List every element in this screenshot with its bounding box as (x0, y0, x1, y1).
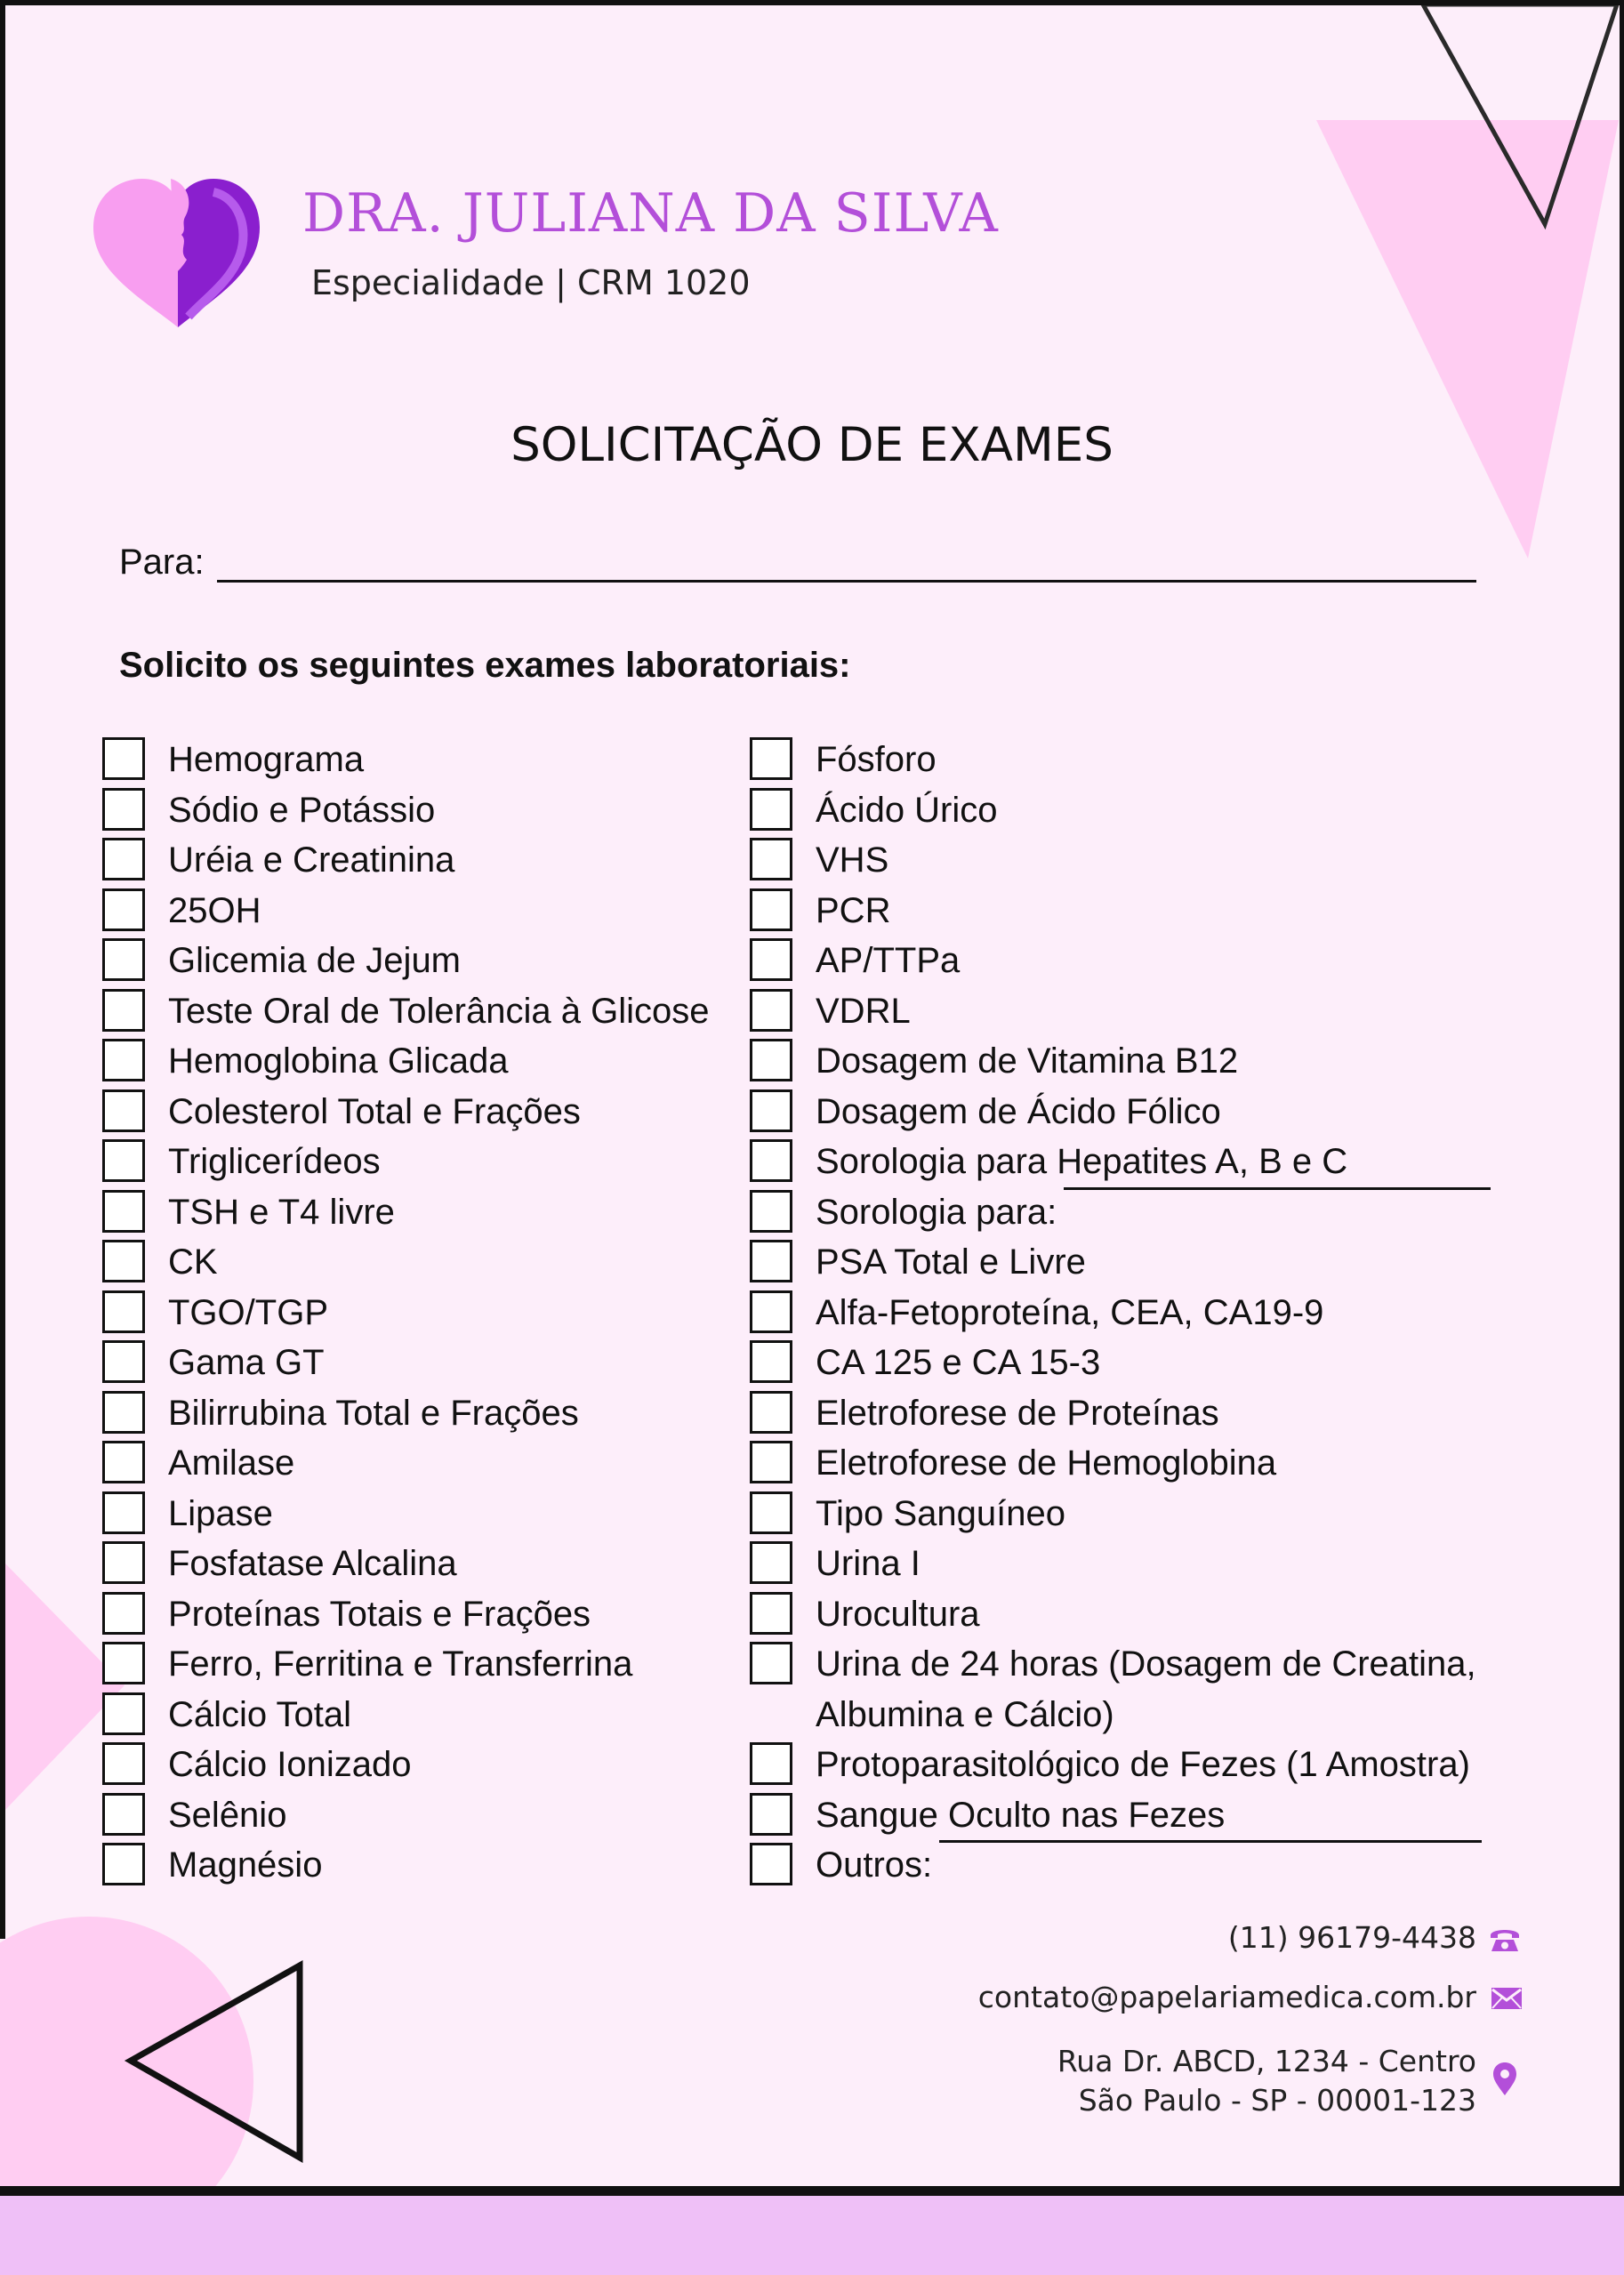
exam-item (102, 1840, 743, 1891)
exam-label: Urocultura (816, 1594, 980, 1634)
exam-checkbox[interactable] (102, 938, 145, 981)
exam-item (102, 735, 743, 785)
exam-checkbox[interactable] (750, 1592, 792, 1635)
exam-item (102, 1539, 743, 1589)
exam-checkbox[interactable] (750, 1290, 792, 1333)
exam-item (102, 1489, 743, 1539)
exam-label: Protoparasitológico de Fezes (1 Amostra) (816, 1745, 1470, 1784)
exam-item (750, 1137, 1532, 1187)
exam-label: Sangue Oculto nas Fezes (816, 1795, 1226, 1835)
exam-label: CA 125 e CA 15-3 (816, 1343, 1101, 1382)
exam-item (750, 986, 1532, 1037)
exam-item (750, 1639, 1532, 1740)
exam-checkbox[interactable] (750, 1139, 792, 1182)
exam-checkbox[interactable] (102, 1843, 145, 1885)
exam-item (750, 1036, 1532, 1087)
exam-label: Fósforo (816, 740, 937, 779)
exam-label: VHS (816, 840, 889, 880)
exam-label: PCR (816, 890, 891, 930)
exam-label: TSH e T4 livre (168, 1192, 395, 1232)
to-field-line[interactable] (217, 580, 1476, 583)
doctor-specialty-crm: Especialidade | CRM 1020 (311, 263, 751, 302)
exam-checkbox[interactable] (750, 838, 792, 880)
exam-checkbox[interactable] (102, 1642, 145, 1684)
exam-item (102, 1639, 743, 1690)
exam-label: Amilase (168, 1443, 295, 1483)
exam-item (102, 1036, 743, 1087)
exam-item (750, 936, 1532, 986)
exam-item (102, 1589, 743, 1640)
exam-label: Lipase (168, 1493, 273, 1533)
exam-item (102, 1438, 743, 1489)
exam-item (102, 1338, 743, 1388)
exam-checkbox[interactable] (750, 1642, 792, 1684)
exam-label: Alfa-Fetoproteína, CEA, CA19-9 (816, 1292, 1324, 1332)
exam-item (750, 1237, 1532, 1288)
exam-label: TGO/TGP (168, 1292, 328, 1332)
exam-checkbox[interactable] (750, 1491, 792, 1534)
exam-label: Proteínas Totais e Frações (168, 1594, 591, 1634)
exam-checkbox[interactable] (102, 1089, 145, 1132)
exam-checkbox[interactable] (102, 1190, 145, 1233)
exam-item (750, 1288, 1532, 1338)
address-line-2: São Paulo - SP - 00001-123 (1078, 2083, 1476, 2118)
exam-label: Cálcio Total (168, 1694, 352, 1734)
exam-checkbox[interactable] (750, 1391, 792, 1434)
exam-list-left (102, 735, 743, 1891)
footer-divider (0, 2186, 1624, 2196)
exam-label: AP/TTPa (816, 941, 961, 980)
exam-label: Urina I (816, 1544, 921, 1583)
exam-checkbox[interactable] (102, 1692, 145, 1735)
page-title: SOLICITAÇÃO DE EXAMES (511, 418, 1113, 472)
exam-item (102, 1237, 743, 1288)
exam-checkbox[interactable] (750, 888, 792, 931)
contact-address (1057, 2042, 1476, 2120)
exam-item (750, 1338, 1532, 1388)
exam-checkbox[interactable] (102, 1290, 145, 1333)
exam-checkbox[interactable] (750, 1240, 792, 1282)
exam-label: Urina de 24 horas (Dosagem de Creatina, Albumina e Cálcio) (816, 1644, 1476, 1734)
to-label: Para: (119, 543, 205, 582)
frame-left-border (0, 0, 5, 1939)
exam-checkbox[interactable] (750, 1742, 792, 1785)
envelope-icon (1489, 1981, 1524, 2016)
exam-label: Bilirrubina Total e Frações (168, 1393, 579, 1433)
exams-subtitle: Solicito os seguintes exames laboratoriais: (119, 646, 851, 685)
exam-item (750, 785, 1532, 836)
location-pin-icon (1487, 2062, 1523, 2097)
contact-email: contato@papelariamedica.com.br (977, 1980, 1476, 2014)
exam-label: Cálcio Ionizado (168, 1745, 412, 1784)
exam-item (750, 1589, 1532, 1640)
exam-label: Eletroforese de Hemoglobina (816, 1443, 1277, 1483)
exam-checkbox[interactable] (102, 1592, 145, 1635)
exam-label: Hemoglobina Glicada (168, 1041, 509, 1081)
exam-item (750, 1539, 1532, 1589)
exam-item (750, 1840, 1532, 1891)
exam-item (102, 886, 743, 937)
exam-label: Sorologia para: (816, 1192, 1057, 1232)
exam-label: Selênio (168, 1795, 287, 1835)
exam-checkbox[interactable] (102, 838, 145, 880)
exam-label: Ácido Úrico (816, 790, 998, 830)
exam-label: Dosagem de Vitamina B12 (816, 1041, 1239, 1081)
exam-label: Ferro, Ferritina e Transferrina (168, 1644, 633, 1684)
exam-item (750, 1740, 1532, 1790)
exam-checkbox[interactable] (750, 1039, 792, 1081)
exam-label: Tipo Sanguíneo (816, 1493, 1065, 1533)
exam-item (750, 835, 1532, 886)
exam-checkbox[interactable] (750, 938, 792, 981)
exam-item (102, 1087, 743, 1138)
exam-label: 25OH (168, 890, 261, 930)
exam-item (102, 785, 743, 836)
exam-label: Sódio e Potássio (168, 790, 436, 830)
exam-label: PSA Total e Livre (816, 1242, 1086, 1282)
heart-woman-logo-icon (89, 174, 267, 330)
exam-item (102, 1790, 743, 1841)
exam-checkbox[interactable] (750, 1541, 792, 1584)
exam-item (102, 1288, 743, 1338)
exam-checkbox[interactable] (102, 1039, 145, 1081)
exam-label: Fosfatase Alcalina (168, 1544, 457, 1583)
exam-label: VDRL (816, 991, 911, 1031)
exam-item (750, 1489, 1532, 1539)
exam-checkbox[interactable] (102, 1340, 145, 1383)
exam-item (750, 1187, 1532, 1238)
exam-label: Eletroforese de Proteínas (816, 1393, 1219, 1433)
exam-item (750, 886, 1532, 937)
exam-item (750, 735, 1532, 785)
exam-checkbox[interactable] (750, 1340, 792, 1383)
exam-label: Magnésio (168, 1845, 323, 1885)
exam-checkbox[interactable] (102, 737, 145, 780)
exam-item (102, 1388, 743, 1439)
exam-label: Sorologia para Hepatites A, B e C (816, 1142, 1348, 1181)
exam-checkbox[interactable] (750, 1089, 792, 1132)
exam-checkbox[interactable] (750, 788, 792, 831)
exam-checkbox[interactable] (750, 989, 792, 1032)
exam-label: Dosagem de Ácido Fólico (816, 1091, 1221, 1131)
exam-item (102, 936, 743, 986)
contact-phone: (11) 96179-4438 (1227, 1920, 1476, 1955)
exam-label: CK (168, 1242, 218, 1282)
exam-checkbox[interactable] (750, 1843, 792, 1885)
exam-label: Uréia e Creatinina (168, 840, 455, 880)
exam-checkbox[interactable] (102, 1541, 145, 1584)
phone-icon (1487, 1921, 1523, 1957)
exam-checkbox[interactable] (750, 737, 792, 780)
outros-blank-line[interactable] (939, 1840, 1482, 1843)
exam-item (102, 1137, 743, 1187)
frame-top-border (0, 0, 1624, 5)
address-line-1: Rua Dr. ABCD, 1234 - Centro (1057, 2044, 1476, 2078)
exam-checkbox[interactable] (750, 1793, 792, 1836)
footer-band (0, 2196, 1624, 2275)
exam-checkbox[interactable] (102, 1240, 145, 1282)
exam-label: Triglicerídeos (168, 1142, 381, 1181)
exam-checkbox[interactable] (750, 1441, 792, 1483)
sorologia-blank-line[interactable] (1064, 1187, 1491, 1190)
frame-right-border (1620, 0, 1624, 2188)
exam-checkbox[interactable] (102, 989, 145, 1032)
exam-checkbox[interactable] (102, 1793, 145, 1836)
exam-label: Outros: (816, 1845, 933, 1885)
exam-label: Glicemia de Jejum (168, 941, 462, 980)
exam-item (102, 1187, 743, 1238)
exam-item (750, 1087, 1532, 1138)
exam-checkbox[interactable] (102, 1391, 145, 1434)
exam-item (102, 1740, 743, 1790)
exam-label: Colesterol Total e Frações (168, 1091, 581, 1131)
exam-item (102, 835, 743, 886)
exam-checkbox[interactable] (102, 788, 145, 831)
exam-item (750, 1438, 1532, 1489)
exam-label: Hemograma (168, 740, 365, 779)
exam-label: Teste Oral de Tolerância à Glicose (168, 991, 710, 1031)
exam-checkbox[interactable] (102, 1441, 145, 1483)
exam-checkbox[interactable] (750, 1190, 792, 1233)
exam-checkbox[interactable] (102, 1742, 145, 1785)
exam-item (102, 1690, 743, 1740)
deco-pink-triangle-top-right (1316, 120, 1619, 559)
doctor-name: DRA. JULIANA DA SILVA (302, 182, 999, 245)
exam-checkbox[interactable] (102, 1491, 145, 1534)
exam-item (750, 1790, 1532, 1841)
exam-checkbox[interactable] (102, 888, 145, 931)
exam-item (750, 1388, 1532, 1439)
exam-list-right (750, 735, 1532, 1891)
exam-item (102, 986, 743, 1037)
exam-label: Gama GT (168, 1343, 325, 1382)
exam-checkbox[interactable] (102, 1139, 145, 1182)
